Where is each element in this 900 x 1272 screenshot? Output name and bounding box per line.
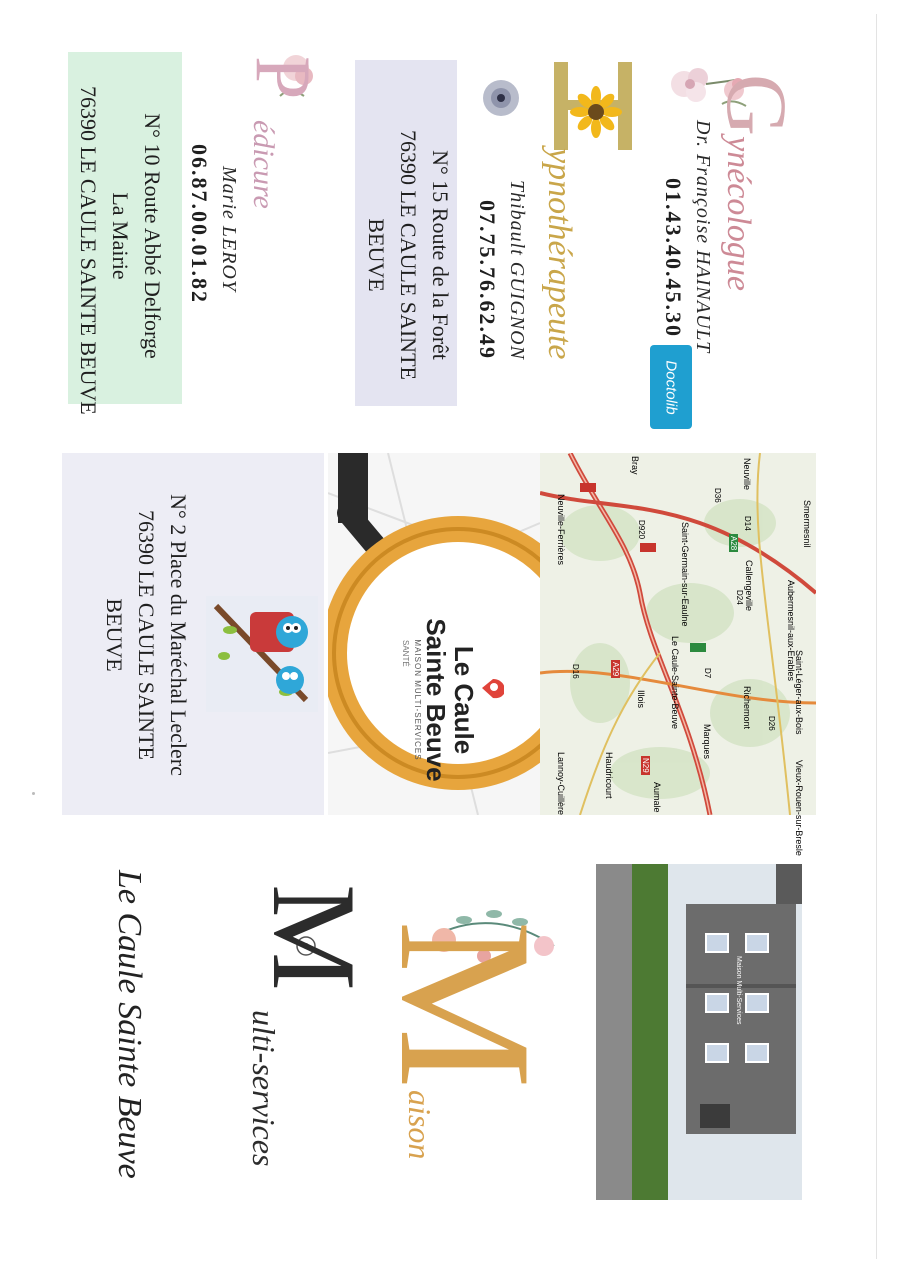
brand-line-2: Sainte Beuve: [421, 618, 451, 782]
map-place-label: Haudricourt: [604, 752, 614, 799]
pedicure-initial: P: [240, 56, 327, 100]
doctolib-label: Doctolib: [662, 359, 680, 415]
hypno-title: [540, 148, 578, 360]
hypno-address-line: BEUVE: [364, 218, 389, 292]
map-road-label: D36: [713, 488, 722, 503]
map-road-label: D14: [743, 516, 752, 531]
owls-on-branch-icon: [206, 596, 318, 712]
brand-line-1: Le Caule: [449, 645, 479, 755]
map-place-label: Richemont: [742, 686, 752, 730]
map-place-label: Vieux-Rouen-sur-Bresle: [794, 760, 804, 856]
anemone-flower-icon: [476, 74, 526, 122]
map-place-label: Saint-Léger-aux-Bois: [794, 650, 804, 735]
opticien-address-line: 76390 LE CAULE SAINTE: [134, 510, 159, 760]
hypno-phone: 07.75.76.62.49: [475, 200, 500, 360]
hypno-title-text: ypnothérapeute: [541, 148, 578, 360]
map-place-label: Neuville-Ferrières: [556, 494, 566, 566]
brand-subtitle: MAISON MULTI-SERVICES: [413, 639, 422, 761]
brand-logo: [413, 590, 478, 810]
map-road-label: D920: [637, 520, 646, 540]
hypno-address-line: 76390 LE CAULE SAINTE: [396, 130, 421, 380]
map-place-label: Neuville: [742, 458, 752, 491]
opticien-address: [98, 470, 194, 800]
map-place-label: Marques: [702, 724, 712, 760]
gyneco-title: ynécologue: [720, 136, 757, 291]
hypno-address-line: N° 15 Route de la Forêt: [428, 150, 453, 360]
map-road-label: D16: [571, 664, 580, 679]
map-place-label: Smermesnil: [802, 500, 812, 548]
multi-initial: M: [248, 884, 381, 991]
area-map: [540, 453, 816, 815]
building-photo: [596, 864, 802, 1200]
map-place-label: Lannoy-Cuillère: [556, 752, 566, 816]
map-road-label: A29: [611, 662, 620, 677]
location-pin-icon: [482, 675, 504, 701]
gyneco-initial: G: [709, 74, 805, 137]
pedicure-address-line: La Mairie: [108, 192, 133, 280]
map-road-label: D24: [735, 590, 744, 605]
map-place-label: Illois: [636, 690, 646, 709]
map-road-label: D26: [767, 716, 776, 731]
maison-title: aison: [402, 1090, 438, 1160]
opticien-address-line: BEUVE: [102, 598, 127, 672]
hypno-person-name: Thibault GUIGNON: [506, 180, 528, 360]
map-place-label: Aumale: [652, 782, 662, 813]
pedicure-person-name: Marie LEROY: [218, 166, 240, 292]
map-place-label: Callengeville: [744, 560, 754, 612]
map-road-label: D7: [703, 668, 712, 679]
hypno-address: [360, 112, 456, 398]
town-name: Le Caule Sainte Beuve: [111, 870, 148, 1179]
building-sign: Maison Multi-Services: [735, 956, 742, 1025]
map-place-label: Bray: [630, 456, 640, 475]
pedicure-address: [72, 86, 168, 415]
map-place-label: Le Caule-Sainte-Beuve: [670, 636, 680, 730]
multi-services-title: ulti-services: [246, 1010, 282, 1167]
map-place-label: Saint-Germain-sur-Eaulne: [680, 522, 690, 627]
maison-initial: M: [360, 920, 570, 1089]
map-place-label: Aubermesnil-aux-Erables: [786, 580, 796, 682]
pedicure-title: édicure: [247, 120, 280, 209]
page-edge-line: [876, 14, 877, 1259]
brand-sticker-text: SANTÉ: [401, 640, 410, 667]
scan-dot: [32, 792, 35, 795]
pedicure-address-line: 76390 LE CAULE SAINTE BEUVE: [76, 86, 101, 415]
map-road-label: N29: [641, 758, 650, 773]
pedicure-address-line: N° 10 Route Abbé Delforge: [140, 113, 165, 359]
gyneco-doctor-name: Dr. Françoise HAINAULT: [692, 120, 714, 354]
pedicure-phone: 06.87.00.01.82: [187, 144, 212, 304]
map-road-label: A28: [729, 536, 738, 551]
gyneco-phone: 01.43.40.45.30: [661, 178, 686, 338]
sunflower-icon: [566, 84, 626, 140]
opticien-address-line: N° 2 Place du Maréchal Leclerc: [166, 494, 191, 776]
doctolib-button[interactable]: [650, 345, 692, 429]
